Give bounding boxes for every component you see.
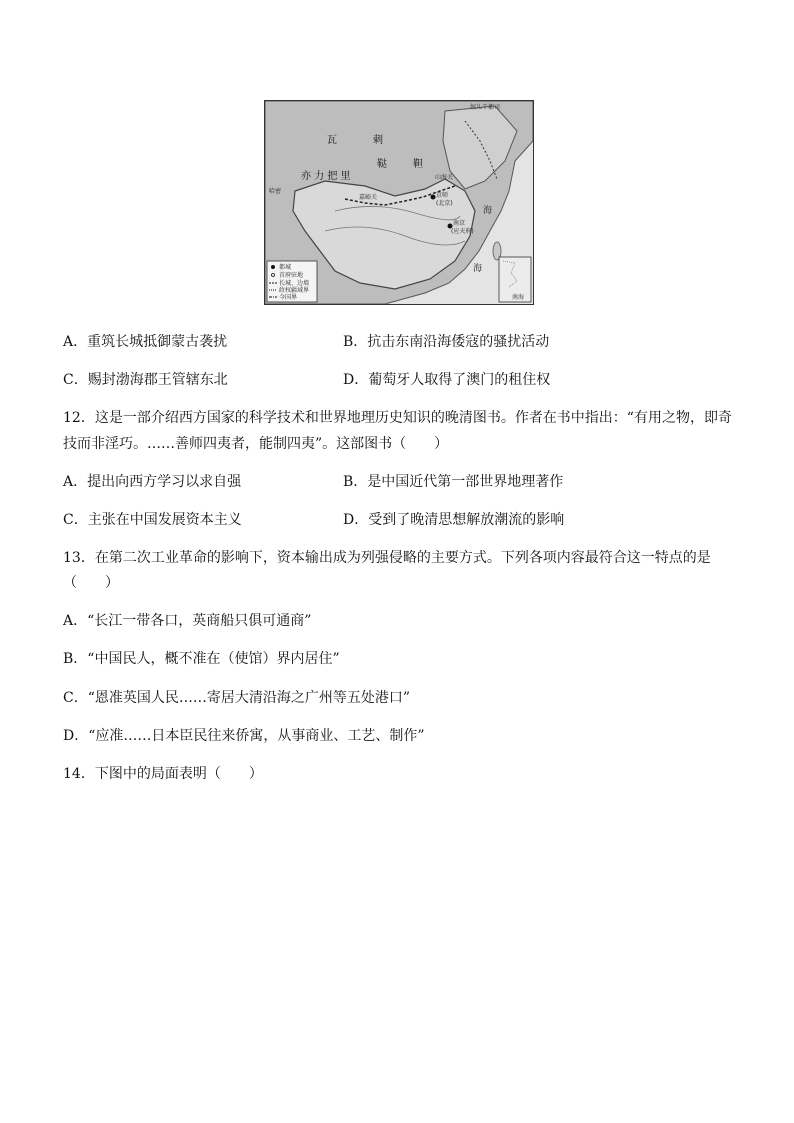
- capital-beijing-marker: [431, 195, 436, 200]
- q13-option-a[interactable]: A．“长江一带各口，英商船只俱可通商”: [63, 613, 312, 629]
- label-beijing: (北京): [436, 200, 453, 207]
- map-svg: [265, 101, 533, 304]
- label-dada-2: 靼: [413, 159, 423, 170]
- label-jingshi: 京师: [436, 192, 449, 199]
- q13-option-d[interactable]: D．“应准……日本臣民往来侨寓，从事商业、工艺、制作”: [63, 728, 425, 744]
- q11-option-c[interactable]: C．赐封渤海郡王管辖东北: [63, 372, 228, 388]
- q13-stem-line2: （ ）: [63, 575, 119, 591]
- q11-option-d[interactable]: D．葡萄牙人取得了澳门的租住权: [343, 372, 551, 388]
- label-wala-1: 瓦: [327, 135, 337, 146]
- q13-stem-line1: 13．在第二次工业革命的影响下，资本输出成为列强侵略的主要方式。下列各项内容最符合这一特点的是: [63, 550, 711, 566]
- label-yingtian: (应天府): [451, 228, 474, 235]
- south-sea-inset: [499, 257, 531, 302]
- legend-seat: 首府驻地: [279, 272, 304, 279]
- ming-dynasty-map: [264, 100, 534, 305]
- q12-option-a[interactable]: A．提出向西方学习以求自强: [63, 474, 242, 490]
- legend-border: 今国界: [279, 294, 298, 301]
- label-nuergan: 奴儿干都司: [470, 104, 501, 111]
- q14-stem-line1: 14．下图中的局面表明（ ）: [63, 766, 263, 782]
- q11-option-a[interactable]: A．重筑长城抵御蒙古袭扰: [63, 334, 228, 350]
- map-legend: [267, 261, 317, 302]
- q12-stem-line1: 12．这是一部介绍西方国家的科学技术和世界地理历史知识的晚清图书。作者在书中指出：“有用之物，即奇: [63, 410, 732, 426]
- q11-option-b[interactable]: B．抗击东南沿海倭寇的骚扰活动: [343, 334, 550, 350]
- q13-option-b[interactable]: B．“中国民人，概不准在（使馆）界内居住”: [63, 651, 340, 667]
- label-dada-1: 鞑: [377, 159, 387, 170]
- label-hai-2: 海: [473, 264, 483, 274]
- legend-wall: 长城、边墙: [279, 280, 310, 287]
- q12-stem-line2: 技而非淫巧。……善师四夷者，能制四夷”。这部图书（ ）: [63, 436, 449, 452]
- label-hai-1: 海: [483, 206, 493, 216]
- legend-boundary: 政权疆域界: [279, 287, 310, 294]
- label-wala-2: 剌: [373, 135, 383, 146]
- q12-option-b[interactable]: B．是中国近代第一部世界地理著作: [343, 474, 564, 490]
- label-nanjing: 南京: [453, 220, 466, 227]
- label-shanhaiguan: 山海关: [435, 174, 454, 181]
- label-nanhai: 南海: [512, 294, 525, 301]
- label-yilibali: 亦 力 把 里: [301, 171, 351, 182]
- q12-option-d[interactable]: D．受到了晚清思想解放潮流的影响: [343, 512, 565, 528]
- legend-capital: 都城: [279, 264, 292, 271]
- q12-option-c[interactable]: C．主张在中国发展资本主义: [63, 512, 242, 528]
- label-jiayuguan: 嘉峪关: [359, 194, 378, 201]
- q13-option-c[interactable]: C．“恩准英国人民……寄居大清沿海之广州等五处港口”: [63, 690, 411, 706]
- label-hami: 哈密: [269, 188, 282, 195]
